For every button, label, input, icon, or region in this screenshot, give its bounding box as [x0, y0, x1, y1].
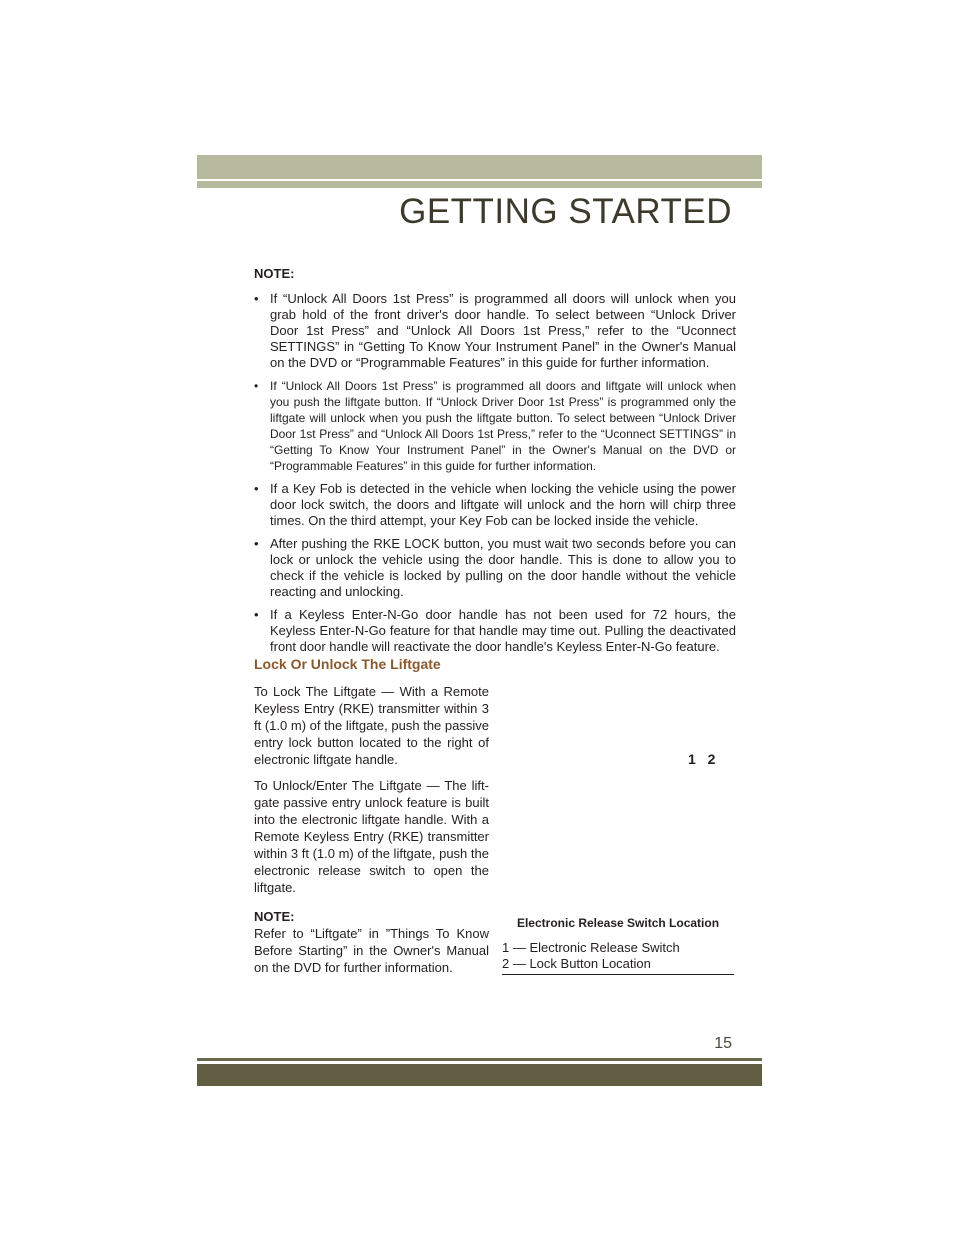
page-number: 15: [714, 1035, 732, 1052]
note-bullet-text: After pushing the RKE LOCK button, you must wait two seconds before you can lock or unlock the vehicle using the door handle. This is done to allow you to check if the vehicle is locked by pulling on the door handle without the vehicle reacting and unlocking.: [270, 536, 736, 599]
note-bullet: [254, 536, 736, 600]
header-rule: [197, 181, 762, 188]
header-band: [197, 155, 762, 179]
bullet-dot: •: [254, 291, 259, 306]
note-bullet-text: If “Unlock All Doors 1st Press” is programmed all doors and liftgate will unlock when you push the liftgate button. If “Unlock Driver Door 1st Press” is programmed only the liftgate will unlock when you push the liftgate button. To select between “Unlock Driver Door 1st Press” and “Unlock All Doors 1st Press,” refer to the “Uconnect SETTINGS” in “Getting To Know Your Instrument Panel” in the Owner's Manual on the DVD or “Programmable Features” in this guide for further information.: [270, 379, 736, 473]
note-bullet: [254, 378, 736, 474]
figure-legend: [502, 940, 734, 975]
note-label: NOTE:: [254, 266, 295, 281]
legend-item: 2 — Lock Button Location: [502, 956, 651, 971]
note-bullet-text: If a Keyless Enter-N-Go door handle has not been used for 72 hours, the Keyless Enter-N-Go feature for that handle may time out. Pulling the deactivated front door handle will reactivate the door handle's Keyless Enter-N-Go feature.: [270, 607, 736, 654]
footer-band: [197, 1064, 762, 1086]
note-bullet-text: If a Key Fob is detected in the vehicle when locking the vehicle using the power door lock switch, the doors and liftgate will unlock and the horn will chirp three times. On the third attempt, your Key Fob can be locked inside the vehicle.: [270, 481, 736, 528]
liftgate-text: [254, 683, 489, 985]
section-title: GETTING STARTED: [399, 192, 732, 231]
note-bullet: [254, 481, 736, 529]
note-bullet: [254, 291, 736, 371]
figure-callout-numbers: 1 2: [688, 751, 720, 767]
bullet-dot: •: [254, 607, 259, 622]
legend-item: 1 — Electronic Release Switch: [502, 940, 680, 955]
figure-caption: Electronic Release Switch Location: [516, 916, 720, 930]
liftgate-note-text: Refer to “Liftgate” in ”Things To Know Before Starting” in the Owner's Manual on the DVD for further information.: [254, 926, 489, 975]
liftgate-lock-paragraph: To Lock The Liftgate — With a Remote Keyless Entry (RKE) transmitter within 3 ft (1.0 m) of the liftgate, push the passive entry lock button located to the right of electronic liftgate handle.: [254, 684, 489, 767]
bullet-dot: •: [254, 481, 259, 496]
note-bullet-text: If “Unlock All Doors 1st Press” is programmed all doors will unlock when you grab hold of the front driver's door handle. To select between “Unlock Driver Door 1st Press” and “Unlock All Doors 1st Press,” refer to the “Uconnect SETTINGS” in “Getting To Know Your Instrument Panel” in the Owner's Manual on the DVD or “Programmable Features” in this guide for further information.: [270, 291, 736, 370]
note-section: [254, 266, 736, 662]
note-bullet: [254, 607, 736, 655]
liftgate-unlock-paragraph: To Unlock/Enter The Liftgate — The lift-gate passive entry unlock feature is built into the electronic liftgate handle. With a Remote Keyless Entry (RKE) transmitter within 3 ft (1.0 m) of the liftgate, push the electronic release switch to open the liftgate.: [254, 778, 489, 895]
liftgate-note-label: NOTE:: [254, 909, 295, 924]
bullet-dot: •: [254, 379, 259, 393]
bullet-dot: •: [254, 536, 259, 551]
liftgate-heading: Lock Or Unlock The Liftgate: [254, 656, 441, 672]
note-bullet-list: [254, 291, 736, 655]
footer-rule: [197, 1058, 762, 1061]
